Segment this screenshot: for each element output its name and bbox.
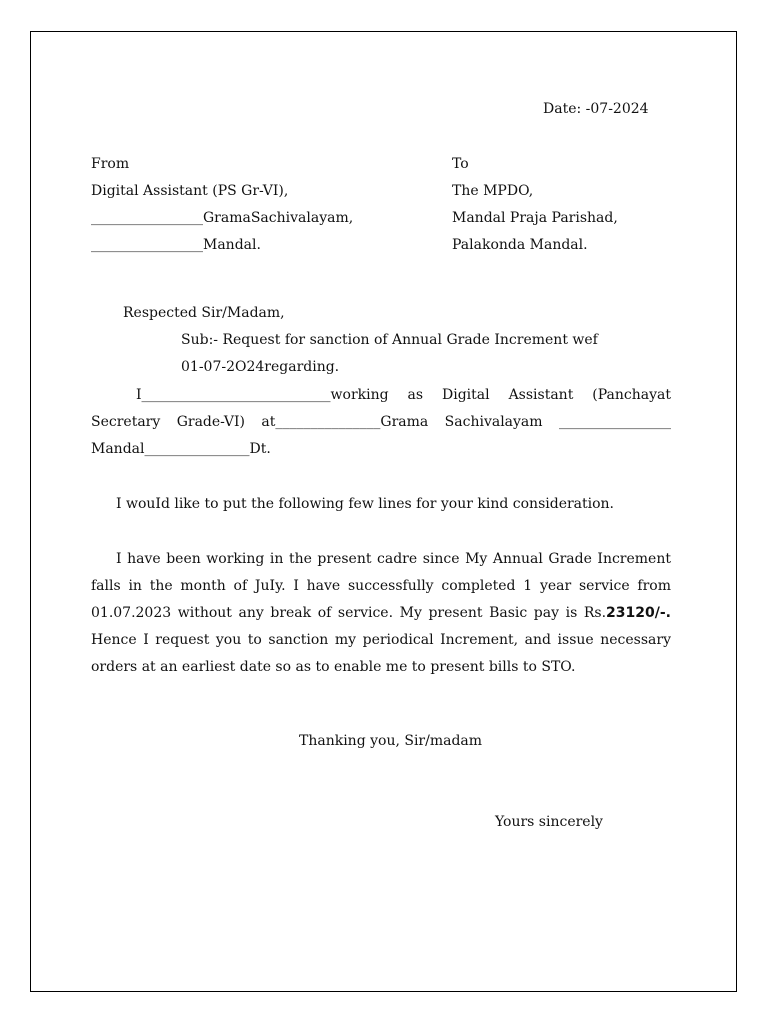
subject-block: [181, 327, 617, 381]
from-line-sachivalayam: ________________GramaSachivalayam,: [91, 210, 354, 226]
request-text-before: I have been working in the present cadre since My Annual Grade Increment falls in the month of JuIy. I have successfully completed 1 year service from 01.07.2023 without any break of service. My present Basic pay is Rs.: [91, 551, 671, 621]
from-line-designation: Digital Assistant (PS Gr-VI),: [91, 183, 289, 199]
intro-line-2: Secretary Grade-VI) at_______________Grama Sachivalayam ________________: [91, 414, 671, 430]
to-line-office: Mandal Praja Parishad,: [452, 210, 618, 226]
closing-line: Yours sincerely: [495, 814, 603, 830]
intro-line-1: I___________________________working as Digital Assistant (Panchayat: [136, 387, 671, 403]
to-line-mandal: Palakonda Mandal.: [452, 237, 588, 253]
from-line-mandal: ________________Mandal.: [91, 237, 261, 253]
basic-pay-amount: 23120/-.: [606, 605, 671, 621]
from-address-block: [91, 151, 353, 259]
subject-line-1: Sub:- Request for sanction of Annual Grade Increment wef: [181, 332, 598, 348]
to-address-block: [452, 151, 618, 259]
letter-page: [30, 31, 737, 992]
thanks-line: Thanking you, Sir/madam: [299, 733, 483, 749]
intro-paragraph: [91, 382, 671, 463]
salutation: Respected Sir/Madam,: [123, 305, 285, 321]
intro-line-3: Mandal_______________Dt.: [91, 441, 271, 457]
consideration-paragraph: I wouId like to put the following few lines for your kind consideration.: [116, 496, 615, 512]
request-paragraph: [91, 546, 671, 681]
request-text-after: Hence I request you to sanction my periodical Increment, and issue necessary orders at an earliest date so as to enable me to present bills to STO.: [91, 632, 671, 675]
letter-date: Date: -07-2024: [543, 101, 649, 117]
to-heading: To: [452, 156, 469, 172]
to-line-officer: The MPDO,: [452, 183, 534, 199]
from-heading: From: [91, 156, 130, 172]
subject-line-2: 01-07-2O24regarding.: [181, 359, 340, 375]
